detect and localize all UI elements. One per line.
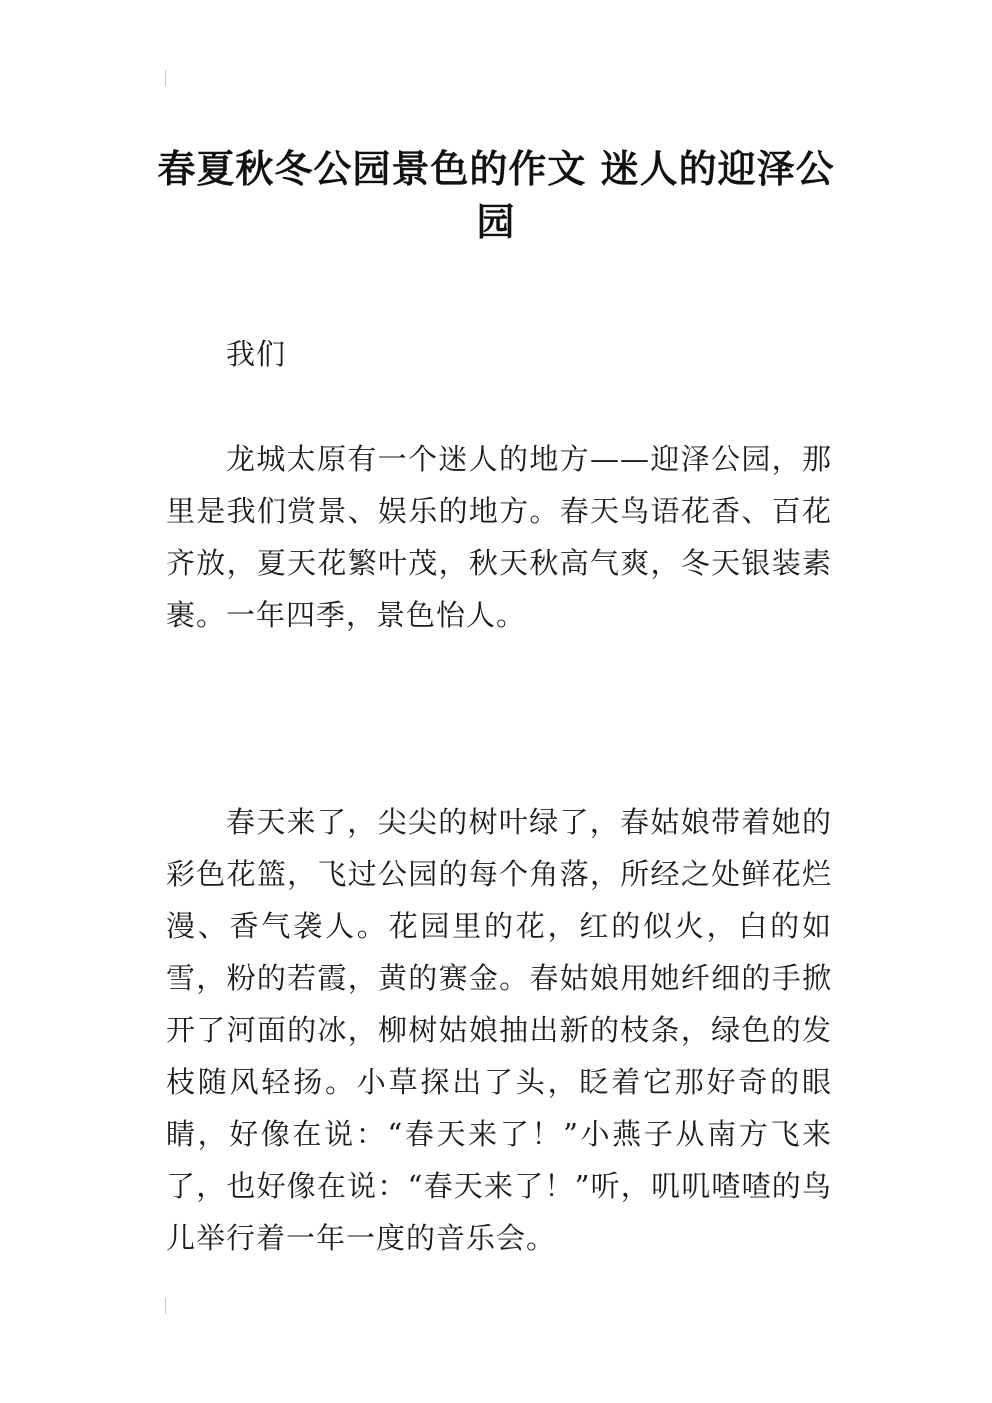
paragraph-spring: 春天来了，尖尖的树叶绿了，春姑娘带着她的彩色花篮，飞过公园的每个角落，所经之处鲜花烂漫、香气袭人。花园里的花，红的似火，白的如雪，粉的若霞，黄的赛金。春姑娘用她纤细的手掀开了河面的冰，柳树姑娘抽出新的枝条，绿色的发枝随风轻扬。小草探出了头，眨着它那好奇的眼睛，好像在说：“春天来了！”小燕子从南方飞来了，也好像在说：“春天来了！”听，叽叽喳喳的鸟儿举行着一年一度的音乐会。 bbox=[166, 805, 832, 1255]
page-corner-mark-bottom bbox=[165, 1298, 166, 1314]
document-title: 春夏秋冬公园景色的作文 迷人的迎泽公园 bbox=[157, 147, 835, 245]
paragraph-intro: 龙城太原有一个迷人的地方——迎泽公园，那里是我们赏景、娱乐的地方。春天鸟语花香、百花齐放，夏天花繁叶茂，秋天秋高气爽，冬天银装素裹。一年四季，景色怡人。 bbox=[166, 442, 832, 632]
page-corner-mark-top bbox=[165, 70, 166, 86]
paragraph-women: 我们 bbox=[226, 337, 287, 371]
